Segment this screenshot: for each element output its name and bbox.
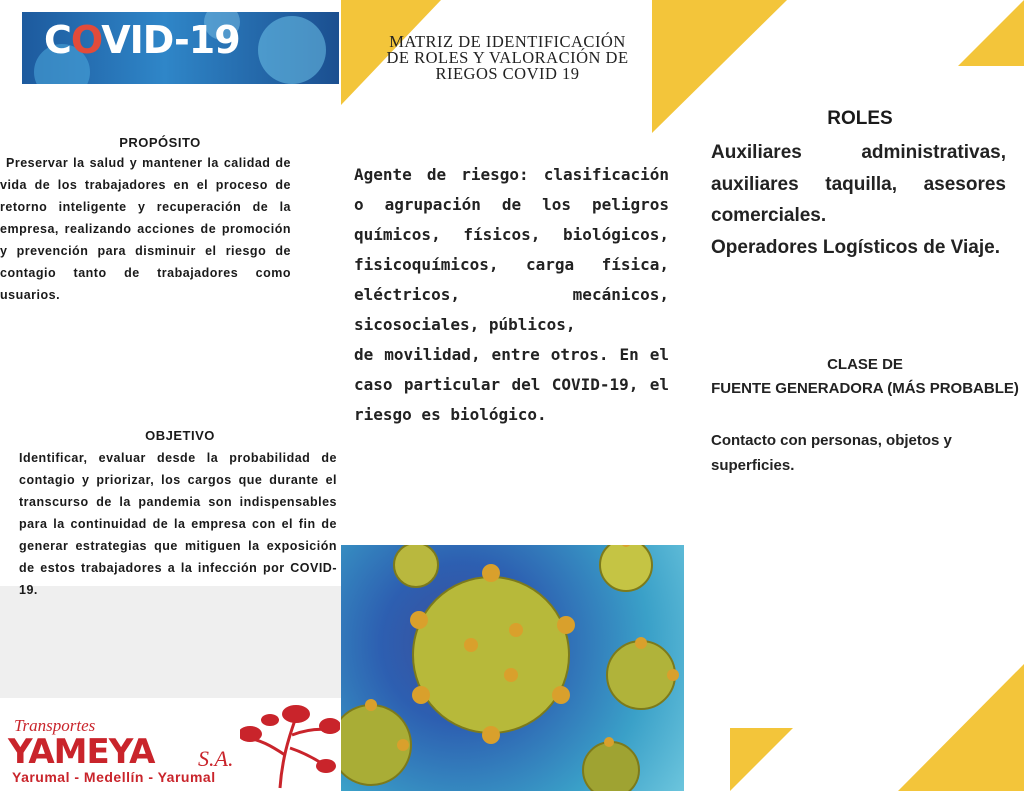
logo-name: YAMEYA	[8, 732, 155, 772]
agente-riesgo-part-1: Agente de riesgo: clasificación o agrupación de los peligros químicos, físicos, biológicos, fisicoquímicos, carga física, eléctricos, mecánicos, sicosociales, públicos,	[354, 165, 669, 334]
proposito-text: Preservar la salud y mantener la calidad de vida de los trabajadores en el proceso de retorno inteligente y recuperación de la empresa, realizando acciones de promoción y prevención para disminuir el riesgo de contagio tanto de trabajadores como usuarios.	[0, 156, 291, 302]
transportes-yameya-logo	[0, 698, 341, 791]
yellow-triangle-decoration	[652, 0, 787, 133]
yellow-triangle-decoration	[730, 728, 793, 791]
gray-panel	[0, 586, 341, 698]
roles-line-2: Operadores Logísticos de Viaje.	[711, 236, 1000, 258]
yellow-triangle-decoration	[898, 664, 1024, 791]
agente-riesgo-text	[354, 160, 669, 430]
contacto-text: Contacto con personas, objetos y superficies.	[711, 432, 952, 474]
coronavirus-illustration	[341, 545, 684, 791]
covid-banner-image	[22, 12, 339, 84]
coronavirus-icon	[341, 545, 684, 791]
agente-riesgo-part-2: de movilidad, entre otros. En el caso particular del COVID-19, el riesgo es biológico.	[354, 345, 669, 424]
yellow-triangle-decoration	[958, 0, 1024, 66]
logo-tagline: Yarumal - Medellín - Yarumal	[12, 769, 216, 785]
roles-line-1: Auxiliares administrativas, auxiliares taquilla, asesores comerciales.	[711, 142, 1006, 226]
clase-line-1: CLASE DE	[827, 356, 903, 373]
roles-heading: ROLES	[827, 108, 893, 129]
clase-line-2: FUENTE GENERADORA (MÁS PROBABLE)	[711, 380, 1019, 397]
objetivo-text: Identificar, evaluar desde la probabilidad de contagio y priorizar, los cargos que durante el transcurso de la pandemia son indispensables para la continuidad de la empresa con el fin de generar estrategias que mitiguen la exposición de estos trabajadores a la infección por COVID-19.	[19, 451, 337, 597]
proposito-heading: PROPÓSITO	[119, 135, 201, 150]
flower-logo-icon	[240, 700, 340, 790]
logo-script: Transportes	[14, 716, 96, 735]
clase-heading	[710, 353, 1020, 401]
roles-text	[711, 137, 1006, 263]
page-title: MATRIZ DE IDENTIFICACIÓN DE ROLES Y VALORACIÓN DE RIEGOS COVID 19	[386, 32, 629, 83]
objetivo-heading: OBJETIVO	[145, 428, 215, 443]
banner-title: COVID-19	[44, 18, 240, 62]
logo-suffix: S.A.	[198, 746, 234, 771]
